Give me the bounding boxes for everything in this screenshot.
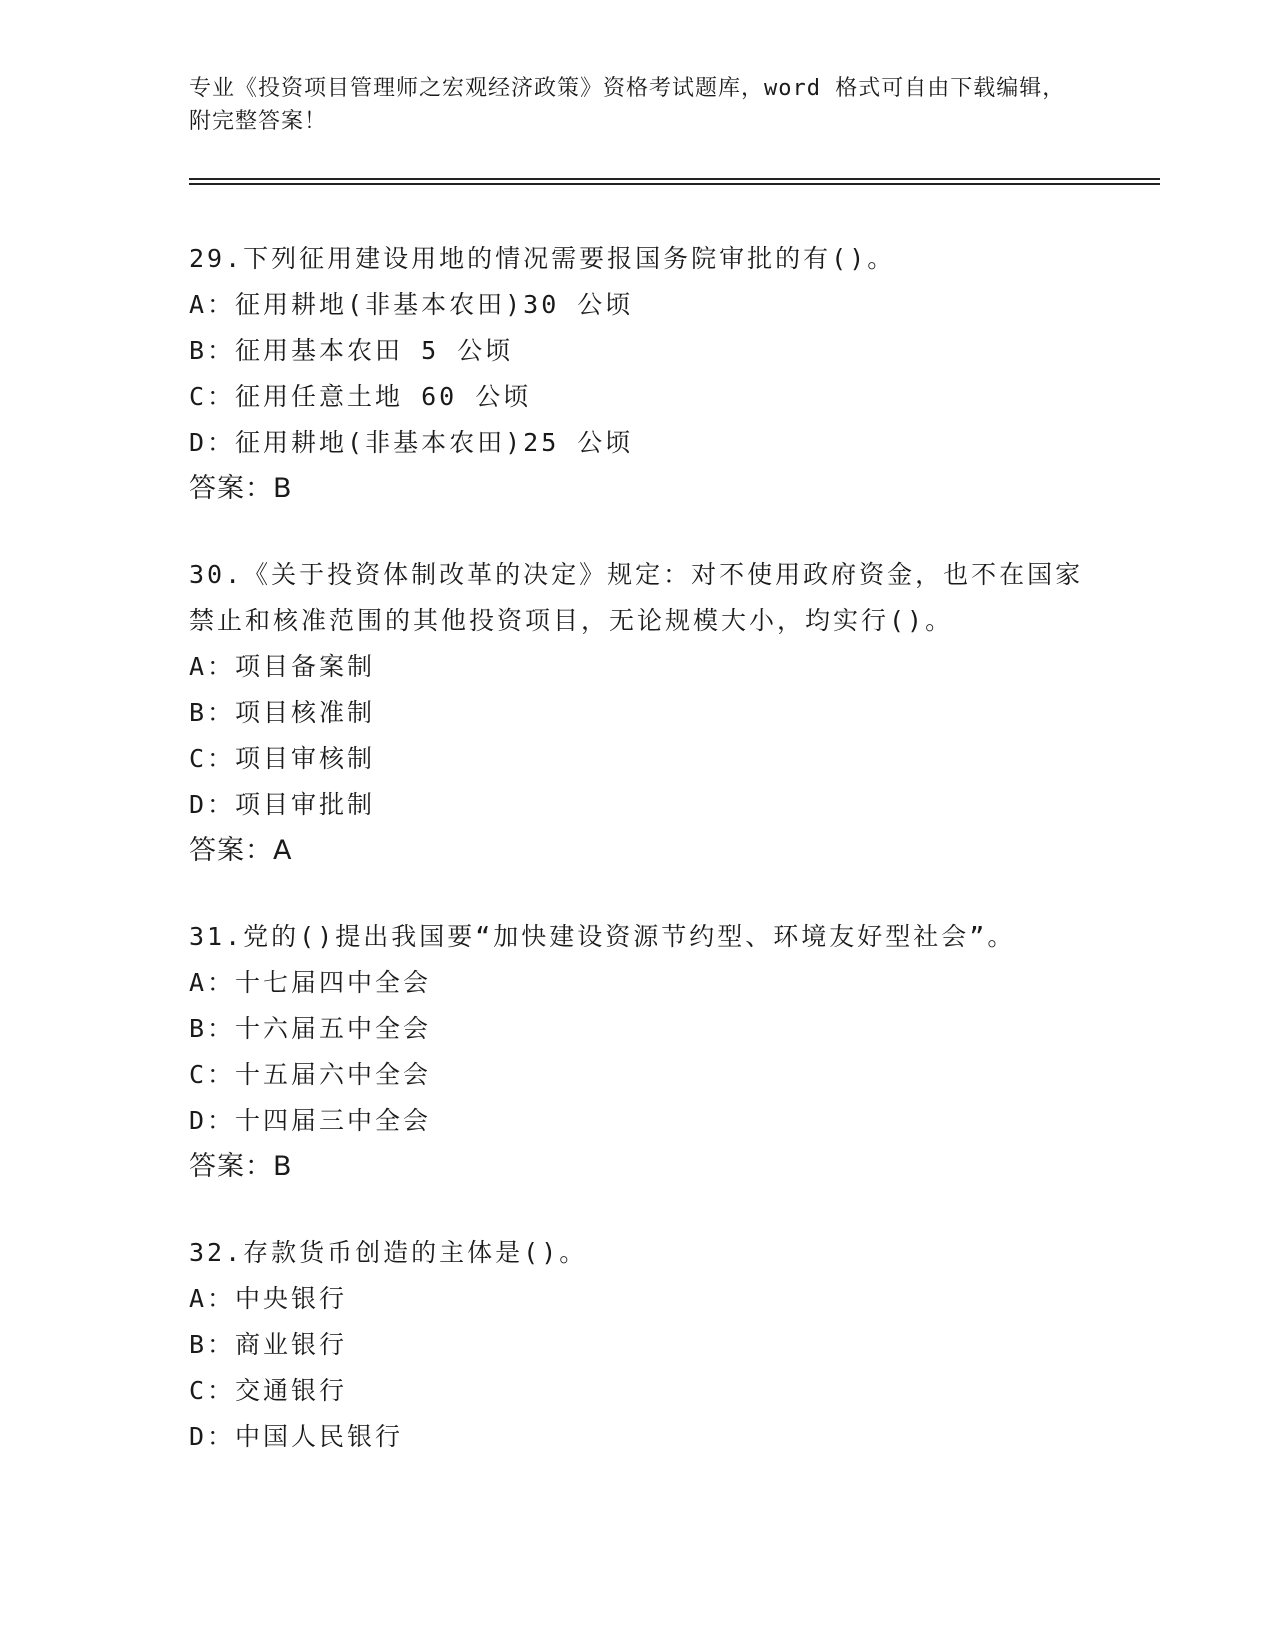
header-divider-bottom bbox=[189, 183, 1160, 185]
option-b: B：十六届五中全会 bbox=[189, 1014, 432, 1043]
header-text: 专业《投资项目管理师之宏观经济政策》资格考试题库，word 格式可自由下载编辑，附完整答案！ bbox=[189, 76, 1066, 134]
option-c: C：征用任意土地 60 公顷 bbox=[189, 382, 532, 411]
question-stem: 29.下列征用建设用地的情况需要报国务院审批的有()。 bbox=[189, 244, 896, 273]
question-stem: 30.《关于投资体制改革的决定》规定：对不使用政府资金，也不在国家禁止和核准范围的其他投资项目，无论规模大小，均实行()。 bbox=[189, 560, 1084, 635]
option-d: D：十四届三中全会 bbox=[189, 1106, 432, 1135]
option-a: A：征用耕地(非基本农田)30 公顷 bbox=[189, 290, 634, 319]
question-30 bbox=[189, 552, 1089, 874]
option-a: A：项目备案制 bbox=[189, 652, 376, 681]
option-d: D：征用耕地(非基本农田)25 公顷 bbox=[189, 428, 634, 457]
option-a: A：十七届四中全会 bbox=[189, 968, 432, 997]
question-list bbox=[189, 236, 1089, 1500]
header-divider-top bbox=[189, 178, 1160, 180]
answer-line: 答案：B bbox=[189, 473, 293, 504]
option-b: B：项目核准制 bbox=[189, 698, 376, 727]
option-c: C：交通银行 bbox=[189, 1376, 348, 1405]
question-32 bbox=[189, 1230, 1089, 1460]
option-c: C：十五届六中全会 bbox=[189, 1060, 432, 1089]
question-31 bbox=[189, 914, 1089, 1190]
question-stem: 31.党的()提出我国要“加快建设资源节约型、环境友好型社会”。 bbox=[189, 922, 1016, 951]
answer-line: 答案：A bbox=[189, 835, 293, 866]
option-d: D：项目审批制 bbox=[189, 790, 376, 819]
question-stem: 32.存款货币创造的主体是()。 bbox=[189, 1238, 588, 1267]
option-d: D：中国人民银行 bbox=[189, 1422, 404, 1451]
option-b: B：商业银行 bbox=[189, 1330, 348, 1359]
option-b: B：征用基本农田 5 公顷 bbox=[189, 336, 514, 365]
option-c: C：项目审核制 bbox=[189, 744, 376, 773]
document-header bbox=[189, 72, 1079, 138]
answer-line: 答案：B bbox=[189, 1151, 293, 1182]
question-29 bbox=[189, 236, 1089, 512]
option-a: A：中央银行 bbox=[189, 1284, 348, 1313]
